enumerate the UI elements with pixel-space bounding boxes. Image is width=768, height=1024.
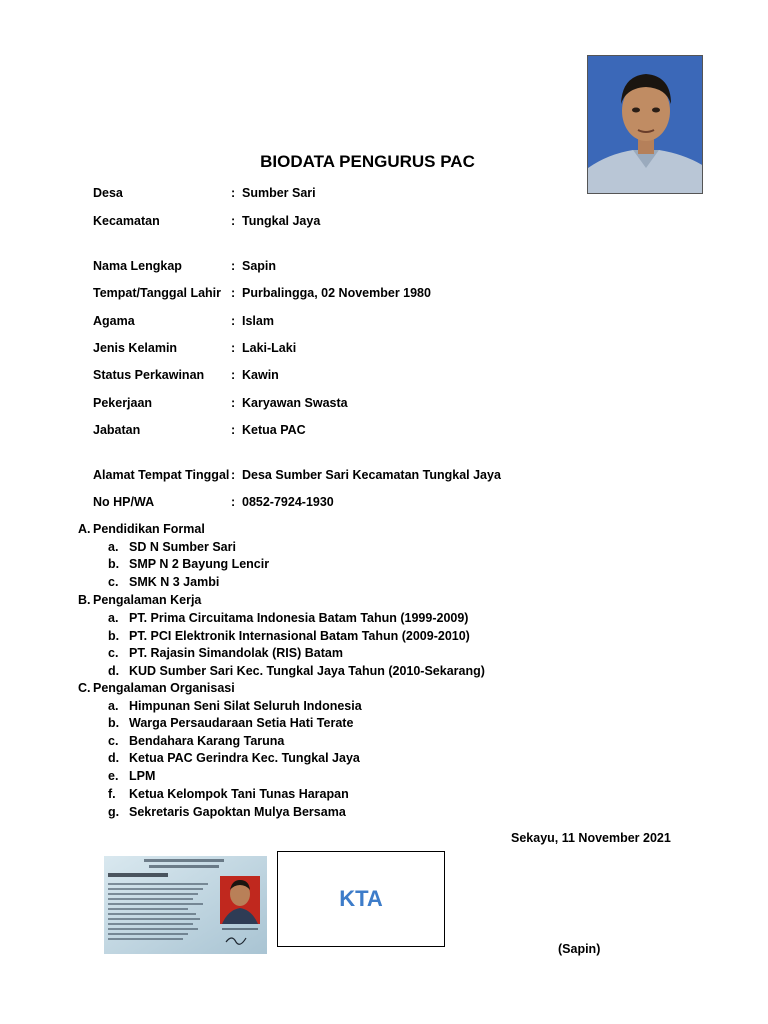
field-value: Karyawan Swasta bbox=[242, 396, 348, 410]
list-item-letter: f. bbox=[108, 787, 116, 801]
section-title: Pengalaman Organisasi bbox=[93, 681, 235, 695]
list-item: PT. PCI Elektronik Internasional Batam Tahun (2009-2010) bbox=[129, 629, 470, 643]
list-item-letter: c. bbox=[108, 734, 119, 748]
list-item-letter: c. bbox=[108, 646, 119, 660]
list-item: Bendahara Karang Taruna bbox=[129, 734, 285, 748]
section-letter: B. bbox=[78, 593, 91, 607]
field-value: Ketua PAC bbox=[242, 423, 306, 437]
list-item-letter: b. bbox=[108, 557, 120, 571]
id-card-image bbox=[104, 856, 267, 954]
field-value: Sumber Sari bbox=[242, 186, 316, 200]
list-item: Ketua Kelompok Tani Tunas Harapan bbox=[129, 787, 349, 801]
list-item-letter: g. bbox=[108, 805, 120, 819]
field-value: Purbalingga, 02 November 1980 bbox=[242, 286, 431, 300]
page-title: BIODATA PENGURUS PAC bbox=[260, 152, 475, 171]
field-label: Kecamatan bbox=[93, 214, 160, 228]
section-title: Pendidikan Formal bbox=[93, 522, 205, 536]
list-item: PT. Prima Circuitama Indonesia Batam Tahun (1999-2009) bbox=[129, 611, 469, 625]
kta-card-placeholder bbox=[277, 851, 445, 947]
list-item-letter: c. bbox=[108, 575, 119, 589]
field-label: Status Perkawinan bbox=[93, 368, 205, 382]
list-item: PT. Rajasin Simandolak (RIS) Batam bbox=[129, 646, 343, 660]
list-item: SD N Sumber Sari bbox=[129, 540, 236, 554]
list-item-letter: a. bbox=[108, 611, 119, 625]
field-value: Islam bbox=[242, 314, 274, 328]
field-colon: : bbox=[231, 396, 236, 410]
list-item-letter: a. bbox=[108, 540, 119, 554]
list-item: LPM bbox=[129, 769, 156, 783]
field-colon: : bbox=[231, 468, 236, 482]
field-value: Sapin bbox=[242, 259, 277, 273]
field-colon: : bbox=[231, 341, 236, 355]
list-item-letter: d. bbox=[108, 664, 120, 678]
field-colon: : bbox=[231, 286, 236, 300]
field-value: Tungkal Jaya bbox=[242, 214, 321, 228]
field-label: Agama bbox=[93, 314, 135, 328]
field-label: Jabatan bbox=[93, 423, 141, 437]
field-colon: : bbox=[231, 314, 236, 328]
id-card-icon bbox=[104, 856, 267, 954]
section-letter: A. bbox=[78, 522, 91, 536]
field-value: Kawin bbox=[242, 368, 279, 382]
field-label: Alamat Tempat Tinggal bbox=[93, 468, 230, 482]
list-item: Ketua PAC Gerindra Kec. Tungkal Jaya bbox=[129, 751, 360, 765]
field-colon: : bbox=[231, 368, 236, 382]
profile-photo bbox=[587, 55, 703, 194]
list-item: SMP N 2 Bayung Lencir bbox=[129, 557, 270, 571]
section-title: Pengalaman Kerja bbox=[93, 593, 202, 607]
field-colon: : bbox=[231, 186, 236, 200]
field-label: Pekerjaan bbox=[93, 396, 153, 410]
list-item: Himpunan Seni Silat Seluruh Indonesia bbox=[129, 699, 362, 713]
field-value: Desa Sumber Sari Kecamatan Tungkal Jaya bbox=[242, 468, 501, 482]
date-place: Sekayu, 11 November 2021 bbox=[511, 831, 671, 845]
field-colon: : bbox=[231, 259, 236, 273]
field-label: Desa bbox=[93, 186, 123, 200]
field-value: Laki-Laki bbox=[242, 341, 297, 355]
list-item: KUD Sumber Sari Kec. Tungkal Jaya Tahun (2010-Sekarang) bbox=[129, 664, 485, 678]
list-item-letter: d. bbox=[108, 751, 120, 765]
kta-label: KTA bbox=[339, 886, 383, 911]
list-item-letter: a. bbox=[108, 699, 119, 713]
list-item: SMK N 3 Jambi bbox=[129, 575, 220, 589]
field-label: Nama Lengkap bbox=[93, 259, 182, 273]
signature-name: (Sapin) bbox=[558, 942, 601, 956]
section-letter: C. bbox=[78, 681, 91, 695]
list-item: Warga Persaudaraan Setia Hati Terate bbox=[129, 716, 354, 730]
field-value: 0852-7924-1930 bbox=[242, 495, 334, 509]
list-item-letter: b. bbox=[108, 629, 120, 643]
field-colon: : bbox=[231, 495, 236, 509]
list-item-letter: e. bbox=[108, 769, 119, 783]
list-item-letter: b. bbox=[108, 716, 120, 730]
list-item: Sekretaris Gapoktan Mulya Bersama bbox=[129, 805, 346, 819]
field-colon: : bbox=[231, 214, 236, 228]
field-colon: : bbox=[231, 423, 236, 437]
person-photo-icon bbox=[588, 56, 703, 194]
field-label: Jenis Kelamin bbox=[93, 341, 178, 355]
field-label: Tempat/Tanggal Lahir bbox=[93, 286, 222, 300]
field-label: No HP/WA bbox=[93, 495, 155, 509]
